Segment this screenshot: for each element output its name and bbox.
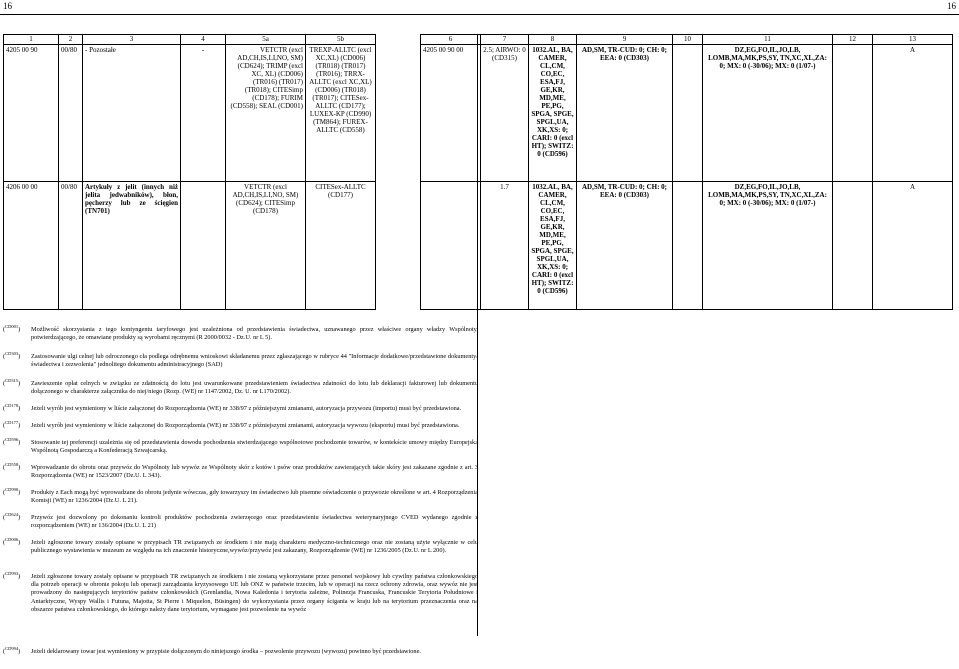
taric-suffix: 00/80 [59,182,83,310]
col-header: 5b [306,35,376,45]
left-table [3,34,376,310]
col-header: 11 [703,35,833,45]
col-header: 7 [481,35,529,45]
footnote-text: Zawieszenie opłat celnych w związku ze zdatnością do lotu jest uwarunkowane przedstawieniem świadectwa zdatności do lotu lub deklaracji fakturowej lub dokumentu dołączonego w charakterze załącznika do niej/niego (Rozp. (WE) nr 1147/2002, Dz. U. nr L170/2002). [31,380,478,396]
footnote-key: ($^{CD596}$) [3,436,21,446]
taric-suffix: 00/80 [59,45,83,182]
footnote-key: ($^{CD006}$) [3,536,21,546]
col12-value [833,45,873,182]
footnote-key: ($^{CD178}$) [3,402,21,412]
footnote-text: Jeżeli zgłoszone towary zostały opisane w przypisach TR związanych ze środkiem i nie zostaną wykorzystane przez personel wojskowy lub cywilny państwa członkowskiego dla potrzeb operacji w obronie pokoju lub operacji zarządzania kryzysowego UE lub ONZ w państwie trzecim, lub w operacji na rzecz ochrony zdrowia, oraz wywóz nie jest prowadzony do następujących terytoriów państw członkowskich (Grenlandia, Nowa Kaledonia i terytoria zależne, Polinezja Francuska, Francuskie Terytoria Południowe i Antarktyczne, Wyspy Wallis i Futuna, Majotta, St Pierre i Miquelon, Büsingen) do wykorzystania przez organy ścigania w kraju lub na terytorium przeznaczenia oraz na obszarze państwa członkowskiego, do którego należy dane terytorium, wymagane jest pozwolenie na wywóz [31,573,478,613]
footnote-text: Produkty z Each mogą być wprowadzane do obrotu jedynie wówczas, gdy towarzyszy im świadectwo lub pisemne oświadczenie o przywozie określone w art. 4 Rozporządzenia Komisji (WE) nr 1236/2004 (Dz.U. L 21). [31,489,478,505]
table-row [4,45,376,182]
preferential-duties-3: DZ,EG,FO,IL,JO,LB, LOMB,MA,MK,PS,SY, TN,XC,XL,ZA: 0; MX: 0 (-30/06); MX: 0 (1/07-) [703,45,833,182]
col4-value: - [181,45,226,182]
vat-code: A [873,45,953,182]
footnote-text: Możliwość skorzystania z tego kontyngentu taryfowego jest uzależniona od przedstawienia świadectwa, uznawanego przez właściwe organy władzy Wspólnoty, potwierdzającego, że omawiane produkty są wyrobami ręcznymi (R 2000/0032 - Dz.U. nr L 5). [31,326,478,342]
table-row [4,182,376,310]
erga-omnes-duty: 1.7 [481,182,529,310]
erga-omnes-duty: 2.5; AIRWO: 0 (CD315) [481,45,529,182]
col-header: 6 [421,35,481,45]
footnote-key: ($^{CD558}$) [3,461,21,471]
col10-value [673,45,703,182]
preferential-duties: 1032.AL, BA, CAMER, CL,CM, CO,EC, ESA,FJ, GE,KR, MD,ME, PE,PG, SPGA, SPGE, SPGL,UA, XK,XS: 0; CARI: 0 (excl HT); SWITZ: 0 (CD596) [529,182,577,310]
footnote-key: ($^{CD177}$) [3,419,21,429]
preferential-duties: 1032.AL, BA, CAMER, CL,CM, CO,EC, ESA,FJ, GE,KR, MD,ME, PE,PG, SPGA, SPGE, SPGL,UA, XK,XS: 0; CARI: 0 (excl HT); SWITZ: 0 (CD596) [529,45,577,182]
col-header: 8 [529,35,577,45]
left-header-row [4,35,376,45]
nomenclature-code: 4205 00 90 00 [421,45,481,182]
page-number-left: 16 [3,1,12,11]
col12-value [833,182,873,310]
col-header: 9 [577,35,673,45]
col4-value [181,182,226,310]
col-header: 13 [873,35,953,45]
goods-description: - Pozostałe [83,45,181,182]
footnote-text: Jeżeli deklarowany towar jest wymieniony w przypisie dołączonym do niniejszego środka – pozwolenie przywozu (wywozu) powinno być przedstawione. [31,648,421,655]
footnote-text: Zastosowanie ulgi celnej lub odroczonego cła podlega odrębnemu wnioskowi składanemu przez zgłaszającego w rubryce 44 "Informacje dodatkowe/przedstawione dokumenty/świadectwa i zezwolenia" jednolitego dokumentu administracyjnego (SAD) [31,353,478,369]
footnote-text: Przywóz jest dozwolony po dokonaniu kontroli produktów pochodzenia zwierzęcego oraz przedstawieniu świadectwa weterynaryjnego CVED wydanego zgodnie z rozporządzeniem (WE) nr 136/2004 (Dz.U. L 21) [31,514,478,530]
cn-code: 4206 00 00 [4,182,59,310]
footnote-key: ($^{CD994}$) [3,645,21,655]
col10-value [673,182,703,310]
import-measures: VETCTR (excl AD,CH,IS,LI,NO, SM) (CD624); CITESimp (CD178) [226,182,306,310]
right-table [420,34,953,310]
table-row [421,182,953,310]
col-header: 5a [226,35,306,45]
col-header: 2 [59,35,83,45]
col-header: 1 [4,35,59,45]
footnote-key: ($^{CD993}$) [3,570,21,580]
table-row [421,45,953,182]
import-measures: VETCTR (excl AD,CH,IS,LI,NO, SM) (CD624); TRIMP (excl XC, XL) (CD006) (TR016) (TR017) (TR018); CITESimp (CD178); FURIM (CD558); SEAL (CD001) [226,45,306,182]
page-number-right: 16 [947,1,956,11]
footnote-key: ($^{CD303}$) [3,350,21,360]
export-measures: CITESex-ALLTC (CD177) [306,182,376,310]
col-header: 4 [181,35,226,45]
preferential-duties-2: AD,SM, TR-CUD: 0; CH: 0; EEA: 0 (CD303) [577,182,673,310]
vat-code: A [873,182,953,310]
footnote-text: Jeżeli wyrób jest wymieniony w liście załączonej do Rozporządzenia (WE) nr 338/97 z późniejszymi zmianami, autoryzacja przywozu (importu) musi być przedstawiona. [31,405,462,412]
footnote-text: Jeżeli zgłoszone towary zostały opisane w przypisach TR związanych ze środkiem i nie mają charakteru medyczno-technicznego oraz nie zostaną użyte wyłącznie w celu publicznego wystawienia w muzeum ze względu na ich znaczenie historyczne,wywóz/przywóz jest zakazany, Rozporządzenie (WE) nr 1236/2005 (Dz.U. nr L 200). [31,539,478,555]
footnote-text: Jeżeli wyrób jest wymieniony w liście załączonej do Rozporządzenia (WE) nr 338/97 z późniejszymi zmianami, autoryzacja wywozu (eksportu) musi być przedstawiona. [31,422,460,429]
col-header: 10 [673,35,703,45]
preferential-duties-3: DZ,EG,FO,IL,JO,LB, LOMB,MA,MK,PS,SY, TN,XC,XL,ZA: 0; MX: 0 (-30/06); MX: 0 (1/07-) [703,182,833,310]
right-header-row [421,35,953,45]
preferential-duties-2: AD,SM, TR-CUD: 0; CH: 0; EEA: 0 (CD303) [577,45,673,182]
footnote-text: Wprowadzanie do obrotu oraz przywóz do Wspólnoty lub wywóz ze Wspólnoty skór z kotów i psów oraz produktów zawierających takie skóry jest zakazane zgodnie z art. 3 Rozporządzenia (WE) nr 1523/2007 (Dz.U. L 343). [31,464,478,480]
footnote-key: ($^{CD315}$) [3,377,21,387]
footnote-text: Stosowanie tej preferencji uzależnia się od przedstawienia dowodu pochodzenia stwierdzającego wspólnotowe pochodzenie towarów, w kontekście umowy między Europejską Wspólnotą Gospodarczą a Konfederacją Szwajcarską. [31,439,478,455]
header-rule [0,14,959,15]
col-header: 12 [833,35,873,45]
col-header: 3 [83,35,181,45]
footnote-key: ($^{CD001}$) [3,323,21,333]
nomenclature-code [421,182,481,310]
goods-description: Artykuły z jelit (innych niż jelita jedwabników), błon, pęcherzy lub ze ścięgien (TN701) [83,182,181,310]
footnote-key: ($^{CD990}$) [3,486,21,496]
footnote-key: ($^{CD624}$) [3,511,21,521]
cn-code: 4205 00 90 [4,45,59,182]
export-measures: TREXP-ALLTC (excl XC,XL) (CD006) (TR018) (TR017) (TR016); TRRX-ALLTC (excl XC,XL) (CD006) (TR018) (TR017); CITESex-ALLTC (CD177); LUXEX-KP (CD990) (TM864); FUREX-ALLTC (CD558) [306,45,376,182]
